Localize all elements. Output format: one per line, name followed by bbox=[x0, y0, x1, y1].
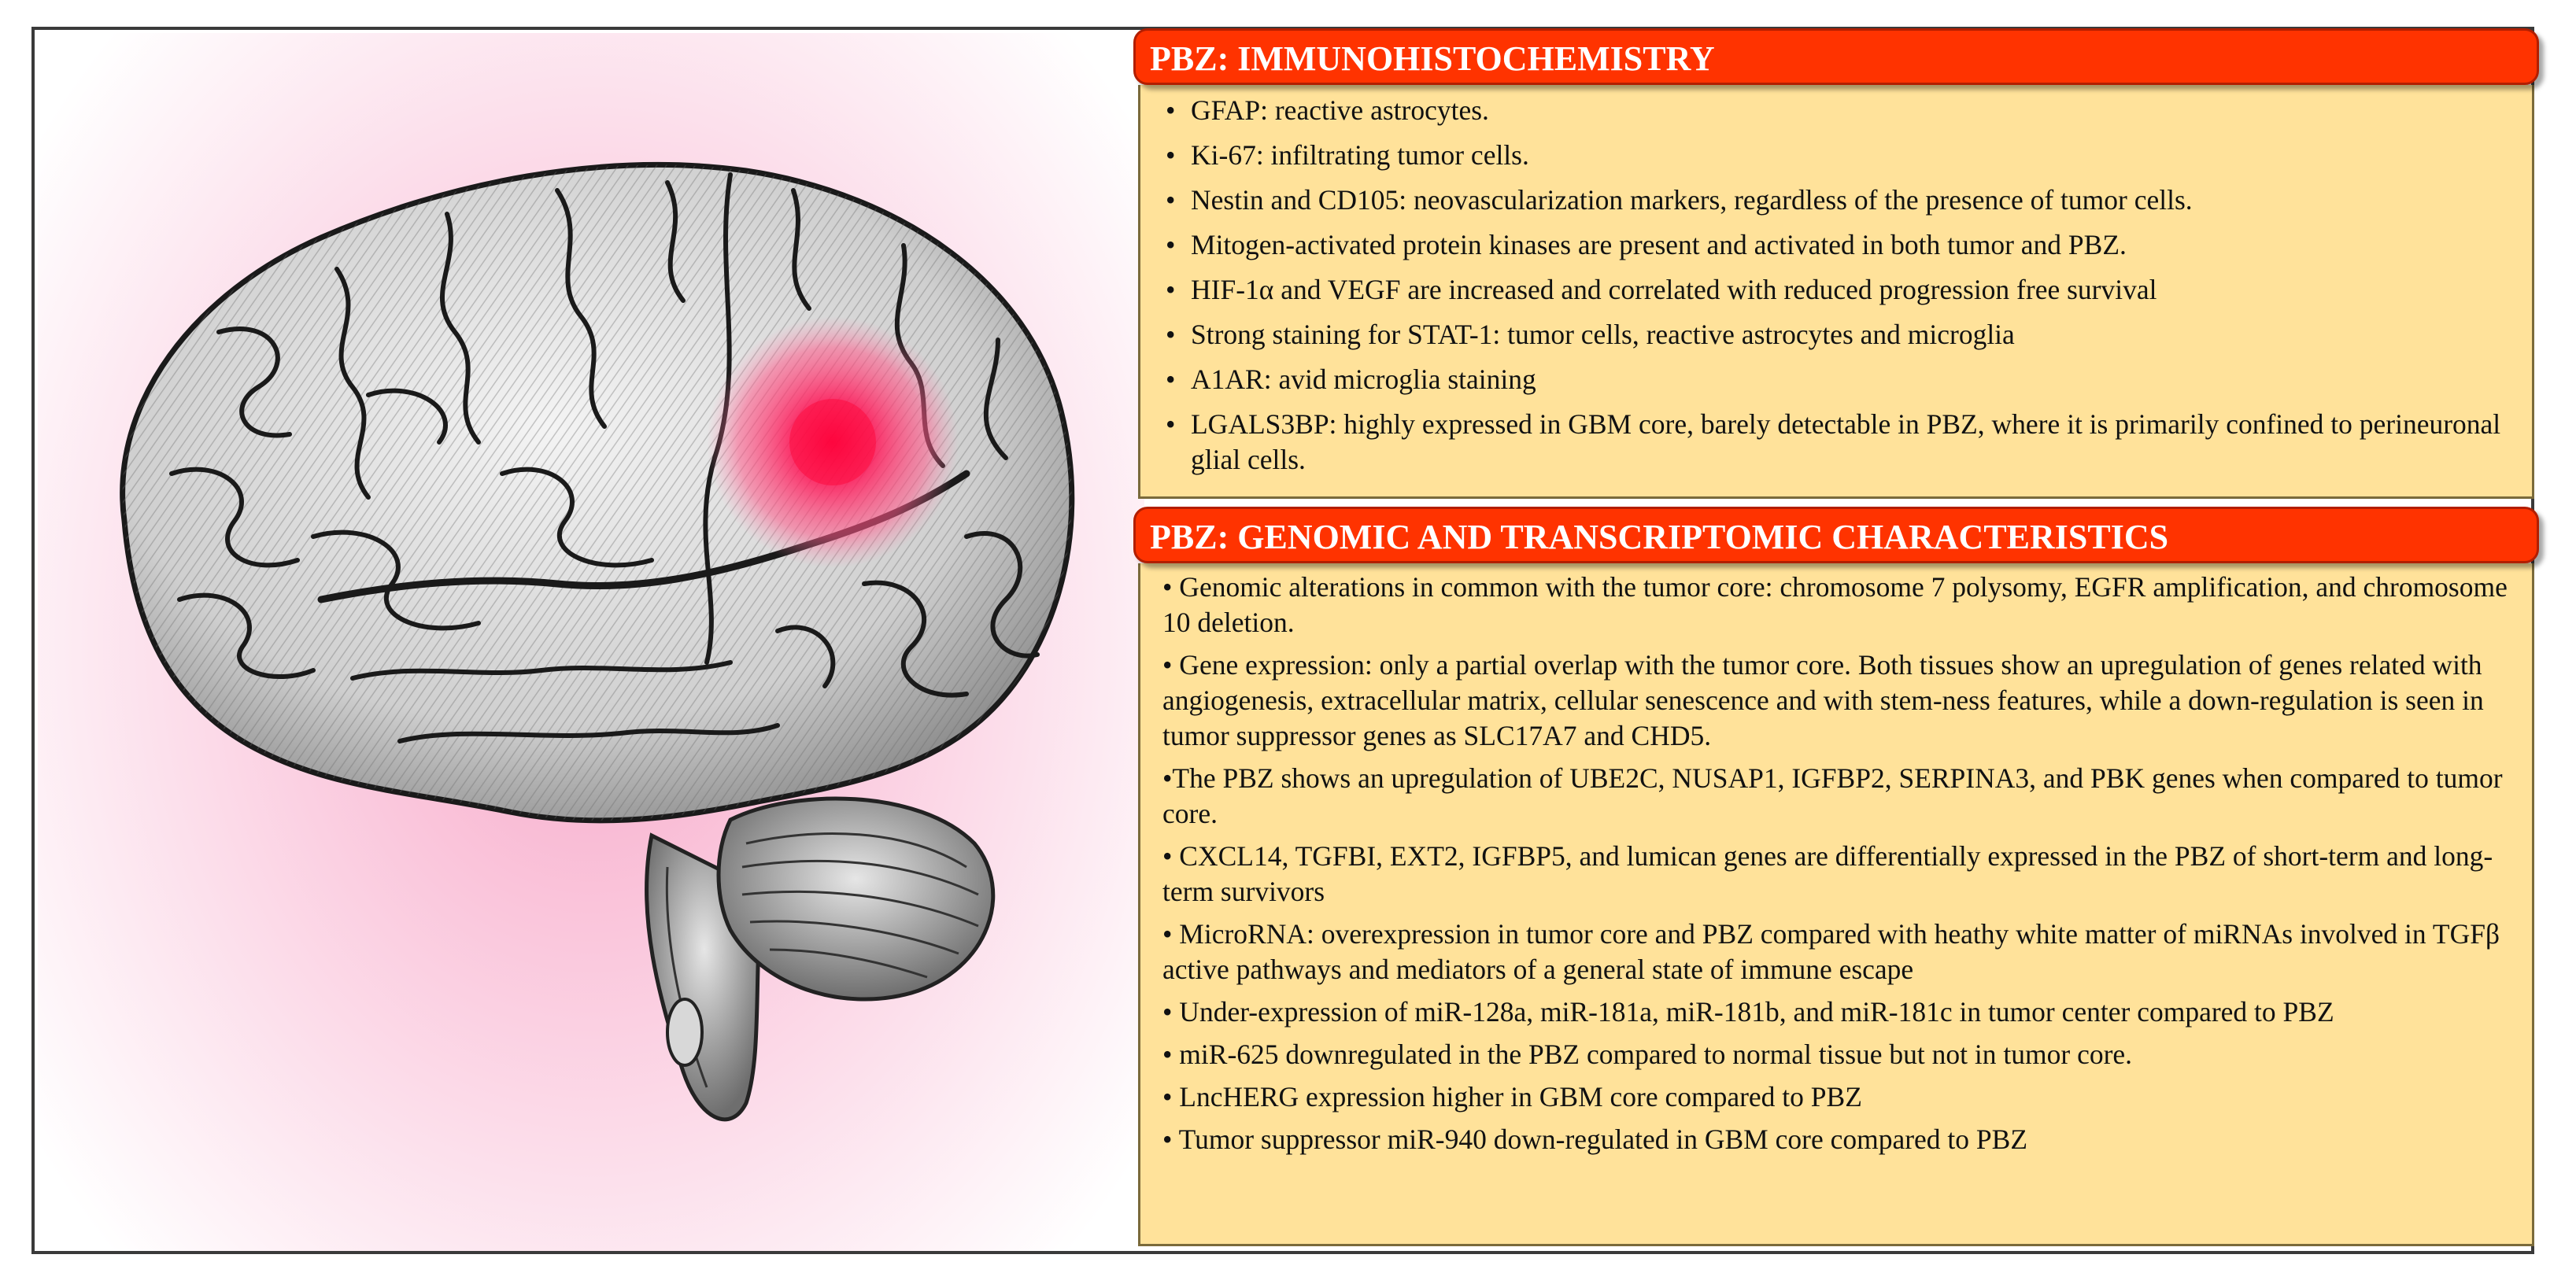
list-item: • MicroRNA: overexpression in tumor core and PBZ compared with heathy white matter of miRNAs involved in TGFβ active pathways and mediators of a general state of immune escape bbox=[1162, 918, 2500, 985]
list-item: •The PBZ shows an upregulation of UBE2C, NUSAP1, IGFBP2, SERPINA3, and PBK genes when compared to tumor core. bbox=[1162, 762, 2503, 829]
list-item: • LGALS3BP: highly expressed in GBM core, barely detectable in PBZ, where it is primarily confined to perineuronal glial cells. bbox=[1162, 407, 2516, 478]
list-item: • A1AR: avid microglia staining bbox=[1162, 362, 2516, 397]
list-item: • Mitogen-activated protein kinases are present and activated in both tumor and PBZ. bbox=[1162, 227, 2516, 263]
list-item: • Nestin and CD105: neovascularization markers, regardless of the presence of tumor cells. bbox=[1162, 183, 2516, 218]
list-item: • miR-625 downregulated in the PBZ compared to normal tissue but not in tumor core. bbox=[1162, 1039, 2133, 1070]
list-item: • Under-expression of miR-128a, miR-181a, miR-181b, and miR-181c in tumor center compared to PBZ bbox=[1162, 996, 2334, 1028]
list-item: • CXCL14, TGFBI, EXT2, IGFBP5, and lumican genes are differentially expressed in the PBZ of short-term and long-term survivors bbox=[1162, 840, 2493, 907]
immunohistochemistry-list bbox=[1162, 93, 2516, 478]
list-item: • Ki-67: infiltrating tumor cells. bbox=[1162, 138, 2516, 173]
list-item: • Tumor suppressor miR-940 down-regulated in GBM core compared to PBZ bbox=[1162, 1124, 2028, 1155]
genomic-content bbox=[1138, 563, 2534, 1246]
genomic-section bbox=[1133, 507, 2539, 1246]
immunohistochemistry-section bbox=[1133, 28, 2539, 499]
list-item: • LncHERG expression higher in GBM core compared to PBZ bbox=[1162, 1081, 1862, 1112]
immunohistochemistry-header: PBZ: IMMUNOHISTOCHEMISTRY bbox=[1133, 28, 2539, 85]
brain-panel bbox=[38, 33, 1144, 1251]
brain-illustration-icon bbox=[38, 33, 1144, 1251]
list-item: • GFAP: reactive astrocytes. bbox=[1162, 93, 2516, 128]
immunohistochemistry-content bbox=[1138, 85, 2534, 499]
genomic-header: PBZ: GENOMIC AND TRANSCRIPTOMIC CHARACTERISTICS bbox=[1133, 507, 2539, 563]
list-item: • Genomic alterations in common with the tumor core: chromosome 7 polysomy, EGFR amplification, and chromosome 10 deletion. bbox=[1162, 571, 2508, 638]
list-item: • Strong staining for STAT-1: tumor cells, reactive astrocytes and microglia bbox=[1162, 317, 2516, 352]
list-item: • HIF-1α and VEGF are increased and correlated with reduced progression free survival bbox=[1162, 272, 2516, 308]
list-item: • Gene expression: only a partial overlap with the tumor core. Both tissues show an upregulation of genes related with angiogenesis, extracellular matrix, cellular senescence and with stem-ness features, while a down-regulation is seen in tumor suppressor genes as SLC17A7 and CHD5. bbox=[1162, 649, 2484, 751]
genomic-list bbox=[1162, 570, 2516, 1157]
